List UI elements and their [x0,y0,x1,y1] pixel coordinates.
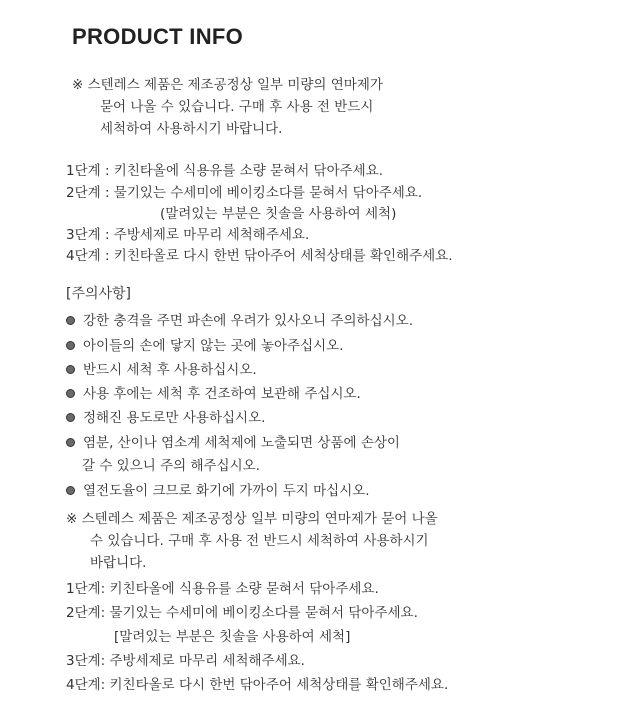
step2-line: 3단계: 주방세제로 마무리 세척해주세요. [66,653,305,669]
step2-line: 4단계: 키친타올로 다시 한번 닦아주어 세척상태를 확인해주세요. [66,677,449,693]
step-line: 3단계 : 주방세제로 마무리 세척해주세요. [66,227,310,243]
caution-item: 염분, 산이나 염소계 세척제에 노출되면 상품에 손상이 [66,434,400,452]
caution-item: 정해진 용도로만 사용하십시오. [66,409,265,427]
caution-item-cont: 갈 수 있으니 주의 해주십시오. [82,458,260,474]
page-title: PRODUCT INFO [72,24,244,49]
caution-item: 아이들의 손에 닿지 않는 곳에 놓아주십시오. [66,337,344,355]
step-line: 2단계 : 물기있는 수세미에 베이킹소다를 묻혀서 닦아주세요. [66,185,423,201]
caution-item: 열전도율이 크므로 화기에 가까이 두지 마십시오. [66,482,370,500]
bullet-icon [66,389,75,398]
step-line: 4단계 : 키친타올로 다시 한번 닦아주어 세척상태를 확인해주세요. [66,248,453,264]
step-line: 1단계 : 키친타올에 식용유를 소량 묻혀서 닦아주세요. [66,163,384,179]
step2-line: 1단계: 키친타올에 식용유를 소량 묻혀서 닦아주세요. [66,581,379,597]
step2-line: 2단계: 물기있는 수세미에 베이킹소다를 묻혀서 닦아주세요. [66,605,418,621]
notice2-line: ※ 스텐레스 제품은 제조공정상 일부 미량의 연마제가 묻어 나올 [66,511,438,527]
caution-heading: [주의사항] [66,286,132,302]
bullet-icon [66,438,75,447]
caution-item: 반드시 세척 후 사용하십시오. [66,361,257,379]
caution-item: 사용 후에는 세척 후 건조하여 보관해 주십시오. [66,385,361,403]
notice2-line: 바랍니다. [90,555,147,571]
bullet-icon [66,316,75,325]
bullet-icon [66,341,75,350]
step-note: (말려있는 부분은 칫솔을 사용하여 세척) [160,206,397,222]
notice-line: ※ 스텐레스 제품은 제조공정상 일부 미량의 연마제가 [72,77,383,93]
notice-line: 세척하여 사용하시기 바랍니다. [100,121,283,137]
bullet-icon [66,486,75,495]
step2-note: [말려있는 부분은 칫솔을 사용하여 세척] [114,629,351,645]
notice-line: 묻어 나올 수 있습니다. 구매 후 사용 전 반드시 [100,99,374,115]
notice2-line: 수 있습니다. 구매 후 사용 전 반드시 세척하여 사용하시기 [90,533,429,549]
bullet-icon [66,413,75,422]
caution-item: 강한 충격을 주면 파손에 우려가 있사오니 주의하십시오. [66,312,413,330]
bullet-icon [66,365,75,374]
